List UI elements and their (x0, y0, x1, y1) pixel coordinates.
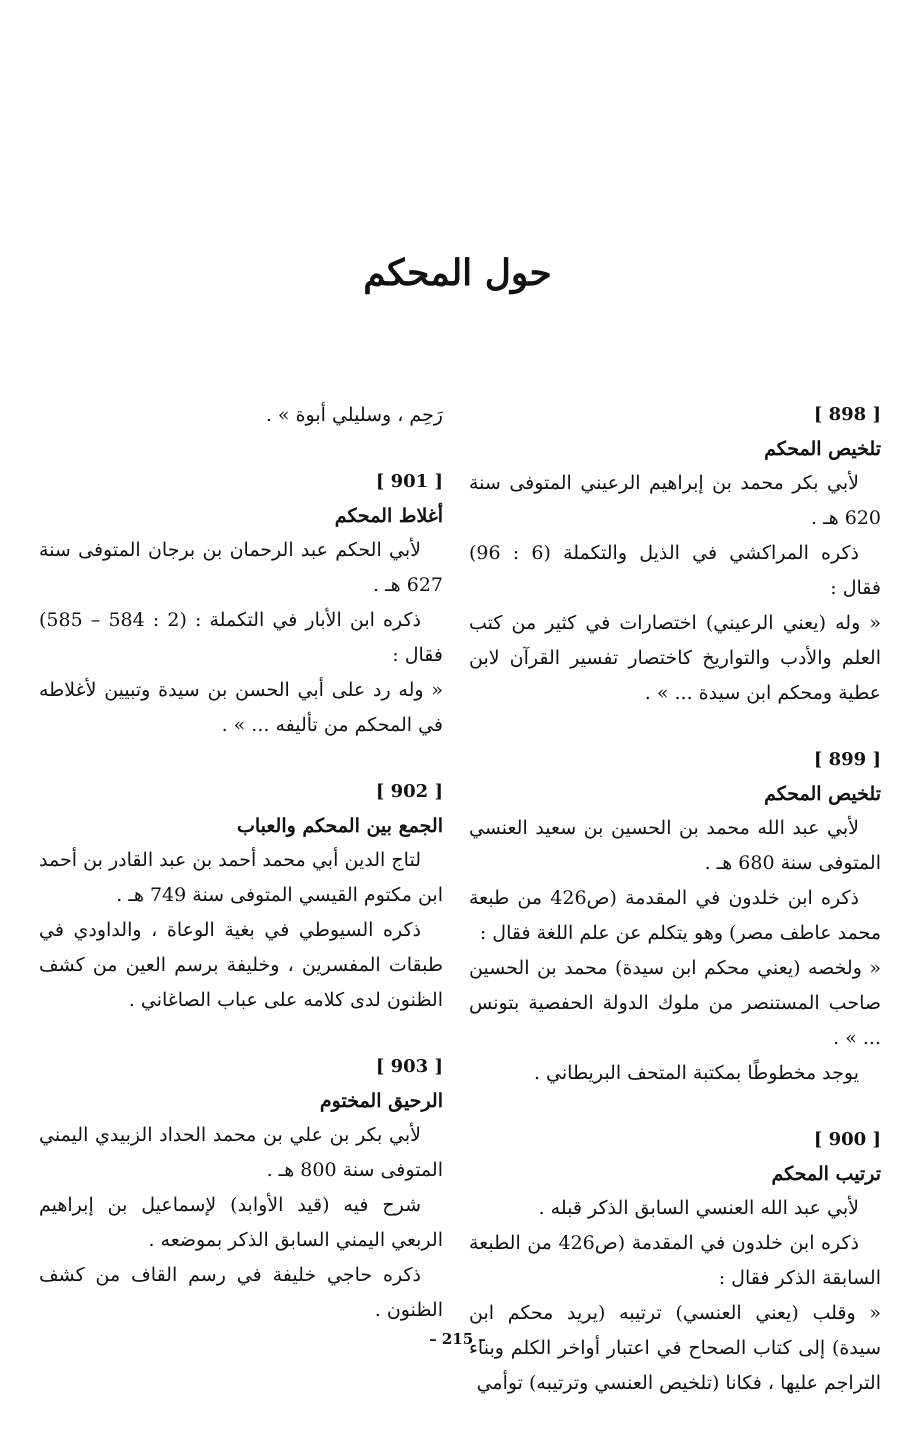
entry-paragraph: ذكره ابن الأبار في التكملة : (2 : 584 – 585) فقال : (39, 609, 443, 666)
entry-paragraph: لتاج الدين أبي محمد أحمد بن عبد القادر بن أحمد ابن مكتوم القيسي المتوفى سنة 749 هـ . (39, 849, 443, 906)
entry-paragraph: ذكره ابن خلدون في المقدمة (ص426 من الطبعة السابقة الذكر فقال : (469, 1232, 881, 1289)
entry-quote: « وقلب (يعني العنسي) ترتيبه (يريد محكم ابن سيدة) إلى كتاب الصحاح في اعتبار أواخر الكلم وبناء التراجم عليها ، فكانا (تلخيص العنسي وترتيبه) توأمي (469, 1302, 881, 1394)
entry-paragraph: ذكره حاجي خليفة في رسم القاف من كشف الظنون . (39, 1264, 443, 1321)
entry-number: [ 902 ] (375, 781, 443, 802)
left-column (39, 398, 443, 1360)
entry-paragraph: ذكره ابن خلدون في المقدمة (ص426 من طبعة محمد عاطف مصر) وهو يتكلم عن علم اللغة فقال : (469, 887, 881, 944)
entry-quote: « ولخصه (يعني محكم ابن سيدة) محمد بن الحسين صاحب المستنصر من ملوك الدولة الحفصية بتونس ... » . (469, 957, 881, 1049)
entry-899 (469, 743, 881, 1091)
continuation-block (39, 398, 443, 433)
entry-900 (469, 1123, 881, 1401)
entry-901 (39, 465, 443, 743)
entry-898 (469, 398, 881, 711)
entry-paragraph: لأبي عبد الله محمد بن الحسين بن سعيد العنسي المتوفى سنة 680 هـ . (469, 817, 881, 874)
entry-902 (39, 775, 443, 1018)
entry-paragraph: لأبي عبد الله العنسي السابق الذكر قبله . (538, 1197, 859, 1219)
page-number: – 215 – (429, 1330, 486, 1348)
entry-paragraph: شرح فيه (قيد الأوابد) لإسماعيل بن إبراهيم الربعي اليمني السابق الذكر بموضعه . (39, 1194, 443, 1251)
entry-paragraph: لأبي بكر محمد بن إبراهيم الرعيني المتوفى سنة 620 هـ . (469, 472, 881, 529)
entry-903 (39, 1050, 443, 1328)
entry-title: تلخيص المحكم (764, 783, 881, 805)
page-title: حول المحكم (363, 252, 552, 294)
entry-paragraph: ذكره المراكشي في الذيل والتكملة (6 : 96) فقال : (469, 542, 881, 599)
entry-number: [ 900 ] (813, 1129, 881, 1150)
entry-title: أغلاط المحكم (334, 505, 443, 527)
entry-paragraph: لأبي بكر بن علي بن محمد الحداد الزبيدي اليمني المتوفى سنة 800 هـ . (39, 1124, 443, 1181)
entry-paragraph: لأبي الحكم عبد الرحمان بن برجان المتوفى سنة 627 هـ . (39, 539, 443, 596)
right-column (469, 398, 881, 1433)
entry-title: ترتيب المحكم (771, 1163, 881, 1185)
entry-number: [ 901 ] (375, 471, 443, 492)
entry-title: الجمع بين المحكم والعباب (236, 815, 443, 837)
entry-paragraph: ذكره السيوطي في بغية الوعاة ، والداودي في طبقات المفسرين ، وخليفة برسم العين من كشف الظنون لدى كلامه على عباب الصاغاني . (39, 919, 443, 1011)
entry-number: [ 903 ] (375, 1056, 443, 1077)
entry-number: [ 899 ] (813, 749, 881, 770)
entry-number: [ 898 ] (813, 404, 881, 425)
entry-paragraph: يوجد مخطوطًا بمكتبة المتحف البريطاني . (533, 1062, 859, 1084)
continuation-text: رَحِم ، وسليلي أبوة » . (265, 404, 443, 426)
entry-quote: « وله (يعني الرعيني) اختصارات في كثير من كتب العلم والأدب والتواريخ كاختصار تفسير القرآن لابن عطية ومحكم ابن سيدة ... » . (469, 612, 881, 704)
entry-title: تلخيص المحكم (764, 438, 881, 460)
entry-quote: « وله رد على أبي الحسن بن سيدة وتبيين لأغلاطه في المحكم من تأليفه ... » . (39, 679, 443, 736)
entry-title: الرحيق المختوم (319, 1090, 443, 1112)
